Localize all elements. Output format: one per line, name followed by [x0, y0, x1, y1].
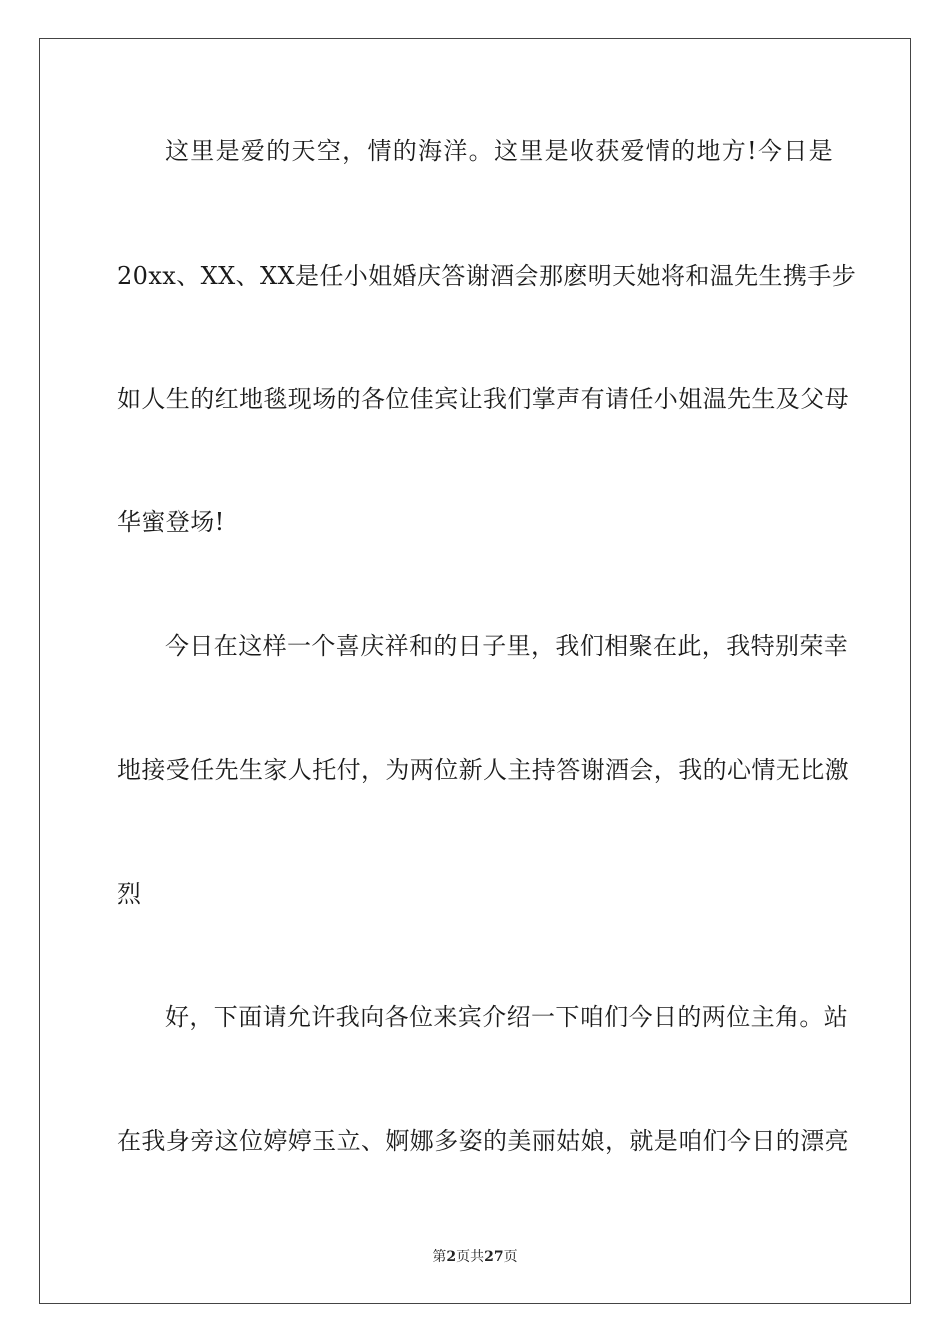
footer-page-prefix: 第: [432, 1249, 447, 1265]
paragraph-line-7: 烈: [117, 880, 142, 908]
page-footer: [0, 1248, 950, 1266]
footer-page-number: 2: [446, 1249, 457, 1265]
paragraph-line-5: 今日在这样一个喜庆祥和的日子里，我们相聚在此，我特别荣幸: [165, 632, 849, 660]
footer-page-suffix: 页: [456, 1249, 471, 1265]
paragraph-line-9: 在我身旁这位婷婷玉立、婀娜多姿的美丽姑娘，就是咱们今日的漂亮: [117, 1127, 849, 1155]
paragraph-line-3: 如人生的红地毯现场的各位佳宾让我们掌声有请任小姐温先生及父母: [117, 385, 849, 413]
paragraph-line-8: 好，下面请允许我向各位来宾介绍一下咱们今日的两位主角。站: [165, 1003, 849, 1031]
footer-total-pages: 27: [484, 1249, 504, 1265]
footer-total-prefix: 共: [470, 1249, 485, 1265]
paragraph-line-2: 20xx、XX、XX是任小姐婚庆答谢酒会那麽明天她将和温先生携手步: [117, 262, 857, 290]
footer-total-suffix: 页: [503, 1249, 518, 1265]
paragraph-line-1: 这里是爱的天空，情的海洋。这里是收获爱情的地方!今日是: [165, 137, 833, 165]
paragraph-line-4: 华蜜登场!: [117, 508, 225, 536]
paragraph-line-6: 地接受任先生家人托付，为两位新人主持答谢酒会，我的心情无比激: [117, 756, 849, 784]
page-border: [39, 38, 911, 1304]
